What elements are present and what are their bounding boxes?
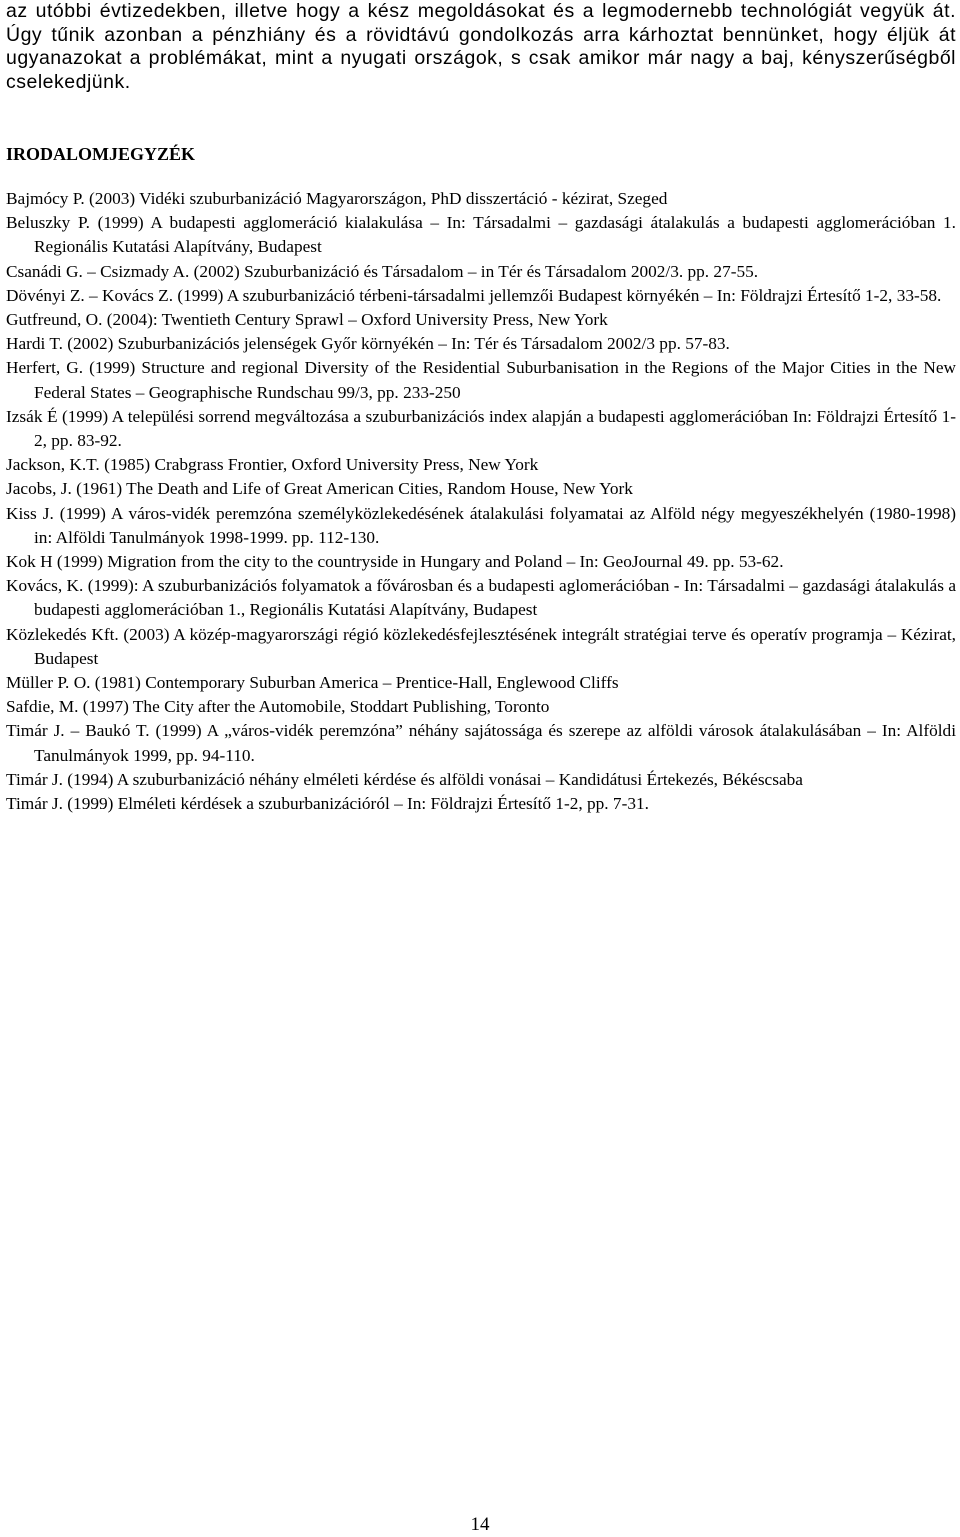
reference-item: Timár J. – Baukó T. (1999) A „város-vidék peremzóna” néhány sajátossága és szerepe az alföldi városok átalakulásában – In: Alföldi Tanulmányok 1999, pp. 94-110. [6, 721, 956, 765]
reference-list [6, 187, 956, 816]
reference-item: Timár J. (1999) Elméleti kérdések a szuburbanizációról – In: Földrajzi Értesítő 1-2, pp. 7-31. [6, 794, 649, 814]
reference-item: Bajmócy P. (2003) Vidéki szuburbanizáció Magyarországon, PhD disszertáció - kézirat, Szeged [6, 189, 668, 208]
reference-item: Izsák É (1999) A települési sorrend megváltozása a szuburbanizációs index alapján a budapesti agglomerációban In: Földrajzi Értesítő 1-2, pp. 83-92. [6, 406, 956, 451]
page-number: 14 [470, 1514, 490, 1535]
bibliography-heading: IRODALOMJEGYZÉK [6, 144, 196, 164]
reference-item: Safdie, M. (1997) The City after the Automobile, Stoddart Publishing, Toronto [6, 697, 550, 717]
reference-item: Müller P. O. (1981) Contemporary Suburban America – Prentice-Hall, Englewood Cliffs [6, 673, 619, 693]
reference-item: Jackson, K.T. (1985) Crabgrass Frontier, Oxford University Press, New York [6, 455, 539, 475]
reference-item: Közlekedés Kft. (2003) A közép-magyarországi régió közlekedésfejlesztésének integrált stratégiai terve és operatív programja – Kézirat, Budapest [6, 624, 956, 668]
reference-item: Kok H (1999) Migration from the city to the countryside in Hungary and Poland – In: GeoJournal 49. pp. 53-62. [6, 552, 784, 572]
reference-item: Kiss J. (1999) A város-vidék peremzóna személyközlekedésének átalakulási folyamatai az Alföld négy megyeszékhelyén (1980-1998) in: Alföldi Tanulmányok 1998-1999. pp. 112-130. [6, 503, 956, 547]
reference-item: Jacobs, J. (1961) The Death and Life of Great American Cities, Random House, New York [6, 479, 633, 499]
reference-item: Dövényi Z. – Kovács Z. (1999) A szuburbanizáció térbeni-társadalmi jellemzői Budapest környékén – In: Földrajzi Értesítő 1-2, 33-58. [6, 285, 942, 305]
reference-item: Hardi T. (2002) Szuburbanizációs jelenségek Győr környékén – In: Tér és Társadalom 2002/3 pp. 57-83. [6, 334, 730, 354]
reference-item: Kovács, K. (1999): A szuburbanizációs folyamatok a fővárosban és a budapesti aglomerációban - In: Társadalmi – gazdasági átalakulás a budapesti agglomerációban 1., Regionális Kutatási Alapítvány, Budapest [6, 576, 956, 620]
intro-paragraph: az utóbbi évtizedekben, illetve hogy a kész megoldásokat és a legmodernebb technológiát vegyük át. Úgy tűnik azonban a pénzhiány és a rövidtávú gondolkozás arra kárhoztat bennünket, hogy éljük át ugyanazokat a problémákat, mint a nyugati országok, s csak amikor már nagy a baj, kényszerűségből cselekedjünk. [6, 0, 956, 93]
reference-item: Timár J. (1994) A szuburbanizáció néhány elméleti kérdése és alföldi vonásai – Kandidátusi Értekezés, Békéscsaba [6, 769, 803, 789]
reference-item: Beluszky P. (1999) A budapesti agglomeráció kialakulása – In: Társadalmi – gazdasági átalakulás a budapesti agglomerációban 1. Regionális Kutatási Alapítvány, Budapest [6, 213, 956, 257]
reference-item: Gutfreund, O. (2004): Twentieth Century Sprawl – Oxford University Press, New York [6, 310, 608, 330]
reference-item: Csanádi G. – Csizmady A. (2002) Szuburbanizáció és Társadalom – in Tér és Társadalom 2002/3. pp. 27-55. [6, 261, 759, 281]
reference-item: Herfert, G. (1999) Structure and regional Diversity of the Residential Suburbanisation in the Regions of the Major Cities in the New Federal States – Geographische Rundschau 99/3, pp. 233-250 [6, 358, 956, 402]
